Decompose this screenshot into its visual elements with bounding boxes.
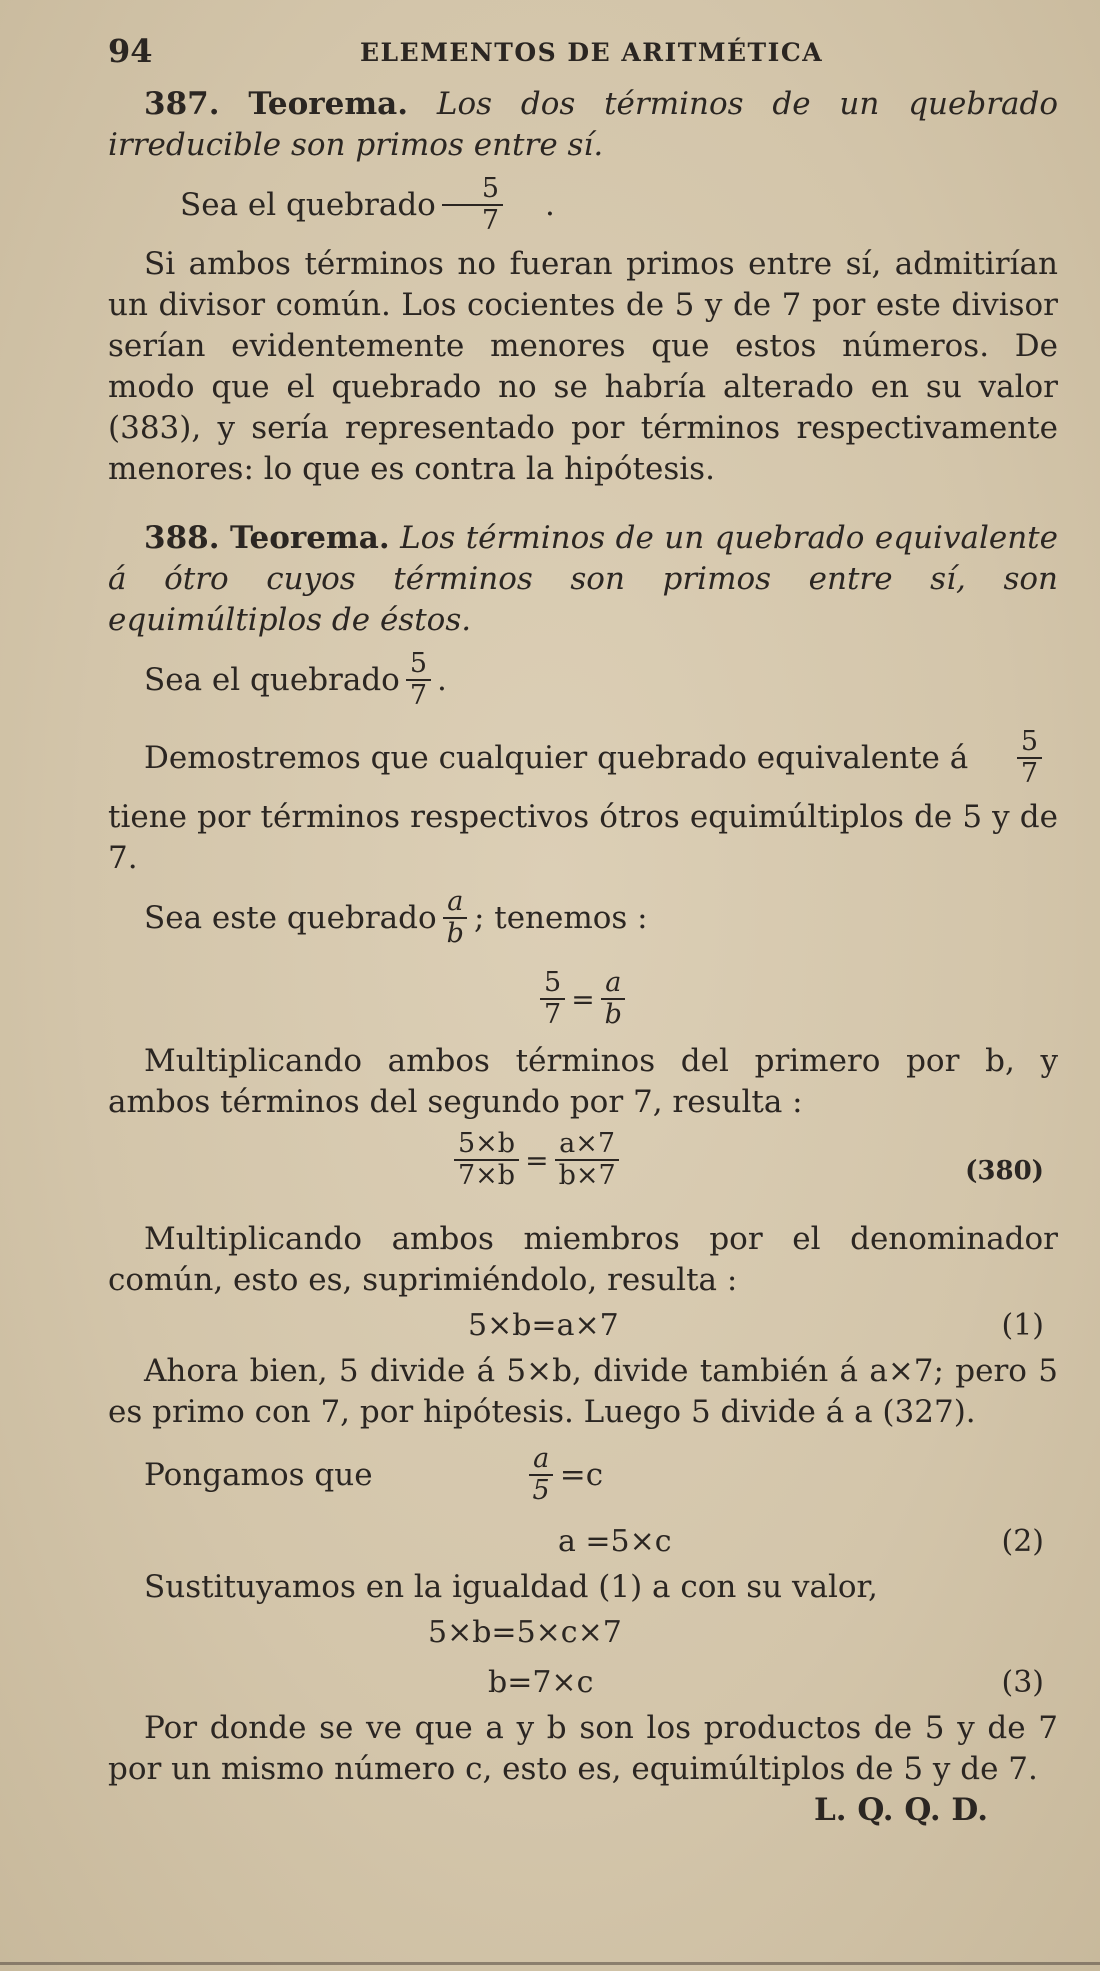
fraction-5-7 — [442, 174, 503, 236]
fraction-5-7 — [406, 649, 431, 711]
fraction-a-5 — [529, 1444, 554, 1506]
equals-sign: = — [525, 1143, 549, 1177]
denominator: b — [604, 999, 622, 1030]
equation-5-7-a-b — [108, 957, 1058, 1041]
theorem-388-sea-line — [108, 641, 1058, 719]
numerator: 5 — [442, 174, 503, 206]
equation-2-tag: (2) — [1001, 1524, 1044, 1559]
denominator: 7 — [1020, 758, 1038, 789]
equals-sign: = — [571, 982, 595, 1016]
numerator: a — [443, 887, 467, 919]
fraction-a-b — [443, 887, 468, 949]
numerator: a×7 — [555, 1129, 619, 1161]
pongamos-text: Pongamos que — [144, 1456, 373, 1493]
period: . — [437, 661, 447, 698]
multiplicando-2: Multiplicando ambos miembros por el denominador común, esto es, suprimiéndolo, resulta : — [108, 1221, 1058, 1298]
equation-substituted-expr: 5×b=5×c×7 — [428, 1615, 622, 1650]
fraction-5-7 — [1017, 727, 1042, 789]
equation-3-expr: b=7×c — [488, 1665, 594, 1700]
sustituyamos: Sustituyamos en la igualdad (1) a con su valor, — [144, 1569, 878, 1605]
sea-este-line — [108, 879, 1058, 957]
theorem-387-sea-line — [108, 166, 1058, 244]
theorem-387-sea: Sea el quebrado — [180, 186, 436, 223]
denominator: 5 — [532, 1475, 550, 1506]
fraction-5-7 — [540, 968, 565, 1030]
equation-380 — [108, 1123, 1058, 1219]
qed: L. Q. Q. D. — [813, 1792, 988, 1828]
equation-1-expr: 5×b=a×7 — [468, 1308, 619, 1343]
theorem-387-number: 387. — [144, 86, 220, 122]
equation-2 — [108, 1517, 1058, 1567]
equation-1 — [108, 1301, 1058, 1351]
theorem-388-statement: Los términos de un quebrado equivalente á ótro cuyos términos son primos entre sí, son equimúltiplos de éstos. — [108, 520, 1058, 638]
numerator: a — [529, 1444, 553, 1476]
numerator: a — [601, 968, 625, 1000]
theorem-388-label: Teorema. — [229, 520, 390, 556]
equation-1-tag: (1) — [1001, 1308, 1044, 1343]
theorem-387-proof: Si ambos términos no fueran primos entre sí, admitirían un divisor común. Los cocientes de 5 y de 7 por este divisor serían evidentemente menores que estos números. De modo que el quebrado no se habría alterado en su valor (383), y sería representado por términos respectivamente menores: lo que es contra la hipótesis. — [108, 246, 1058, 487]
ahora-bien: Ahora bien, 5 divide á 5×b, divide también á a×7; pero 5 es primo con 7, por hipótesis. Luego 5 divide á a (327). — [108, 1353, 1058, 1430]
denominator: 7 — [409, 680, 428, 711]
sea-este-text: Sea este quebrado — [144, 899, 437, 936]
denominator: 7 — [481, 205, 500, 236]
running-title: ELEMENTOS DE ARITMÉTICA — [360, 38, 824, 67]
theorem-387 — [108, 84, 1058, 166]
denominator: 7×b — [458, 1160, 516, 1191]
demostremos-text: Demostremos que cualquier quebrado equivalente á — [144, 739, 969, 776]
pongamos-line — [108, 1433, 1058, 1517]
equation-substituted — [108, 1608, 1058, 1658]
numerator: 5 — [540, 968, 565, 1000]
theorem-388 — [108, 518, 1058, 641]
page-number: 94 — [108, 32, 153, 70]
equation-2-expr: a =5×c — [558, 1524, 672, 1559]
numerator: 5 — [1017, 727, 1042, 759]
demostremos-line — [108, 719, 1058, 797]
tenemos-text: ; tenemos : — [473, 899, 648, 936]
page-header — [108, 30, 1048, 78]
theorem-387-statement: Los dos términos de un quebrado irreducible son primos entre sí. — [108, 86, 1059, 163]
equation-3 — [108, 1658, 1058, 1708]
equation-3-tag: (3) — [1001, 1665, 1044, 1700]
period: . — [545, 186, 555, 223]
fraction-a7-b7 — [555, 1129, 620, 1191]
numerator: 5 — [406, 649, 431, 681]
demostremos-cont: tiene por términos respectivos ótros equimúltiplos de 5 y de 7. — [108, 799, 1058, 876]
fraction-a-b — [601, 968, 626, 1030]
denominator: 7 — [544, 999, 562, 1030]
denominator: b×7 — [558, 1160, 616, 1191]
numerator: 5×b — [454, 1129, 519, 1161]
denominator: b — [446, 918, 464, 949]
bottom-edge — [0, 1962, 1100, 1965]
conclusion: Por donde se ve que a y b son los productos de 5 y de 7 por un mismo número c, esto es, equimúltiplos de 5 y de 7. — [108, 1710, 1058, 1787]
equation-ref-380: (380) — [965, 1156, 1044, 1186]
theorem-388-sea: Sea el quebrado — [144, 661, 400, 698]
fraction-5b-7b — [454, 1129, 519, 1191]
page-body — [108, 84, 1058, 1831]
theorem-387-label: Teorema. — [248, 86, 409, 122]
equals-c: =c — [559, 1456, 604, 1493]
theorem-388-number: 388. — [144, 520, 220, 556]
multiplicando-1: Multiplicando ambos términos del primero por b, y ambos términos del segundo por 7, resulta : — [108, 1043, 1058, 1120]
